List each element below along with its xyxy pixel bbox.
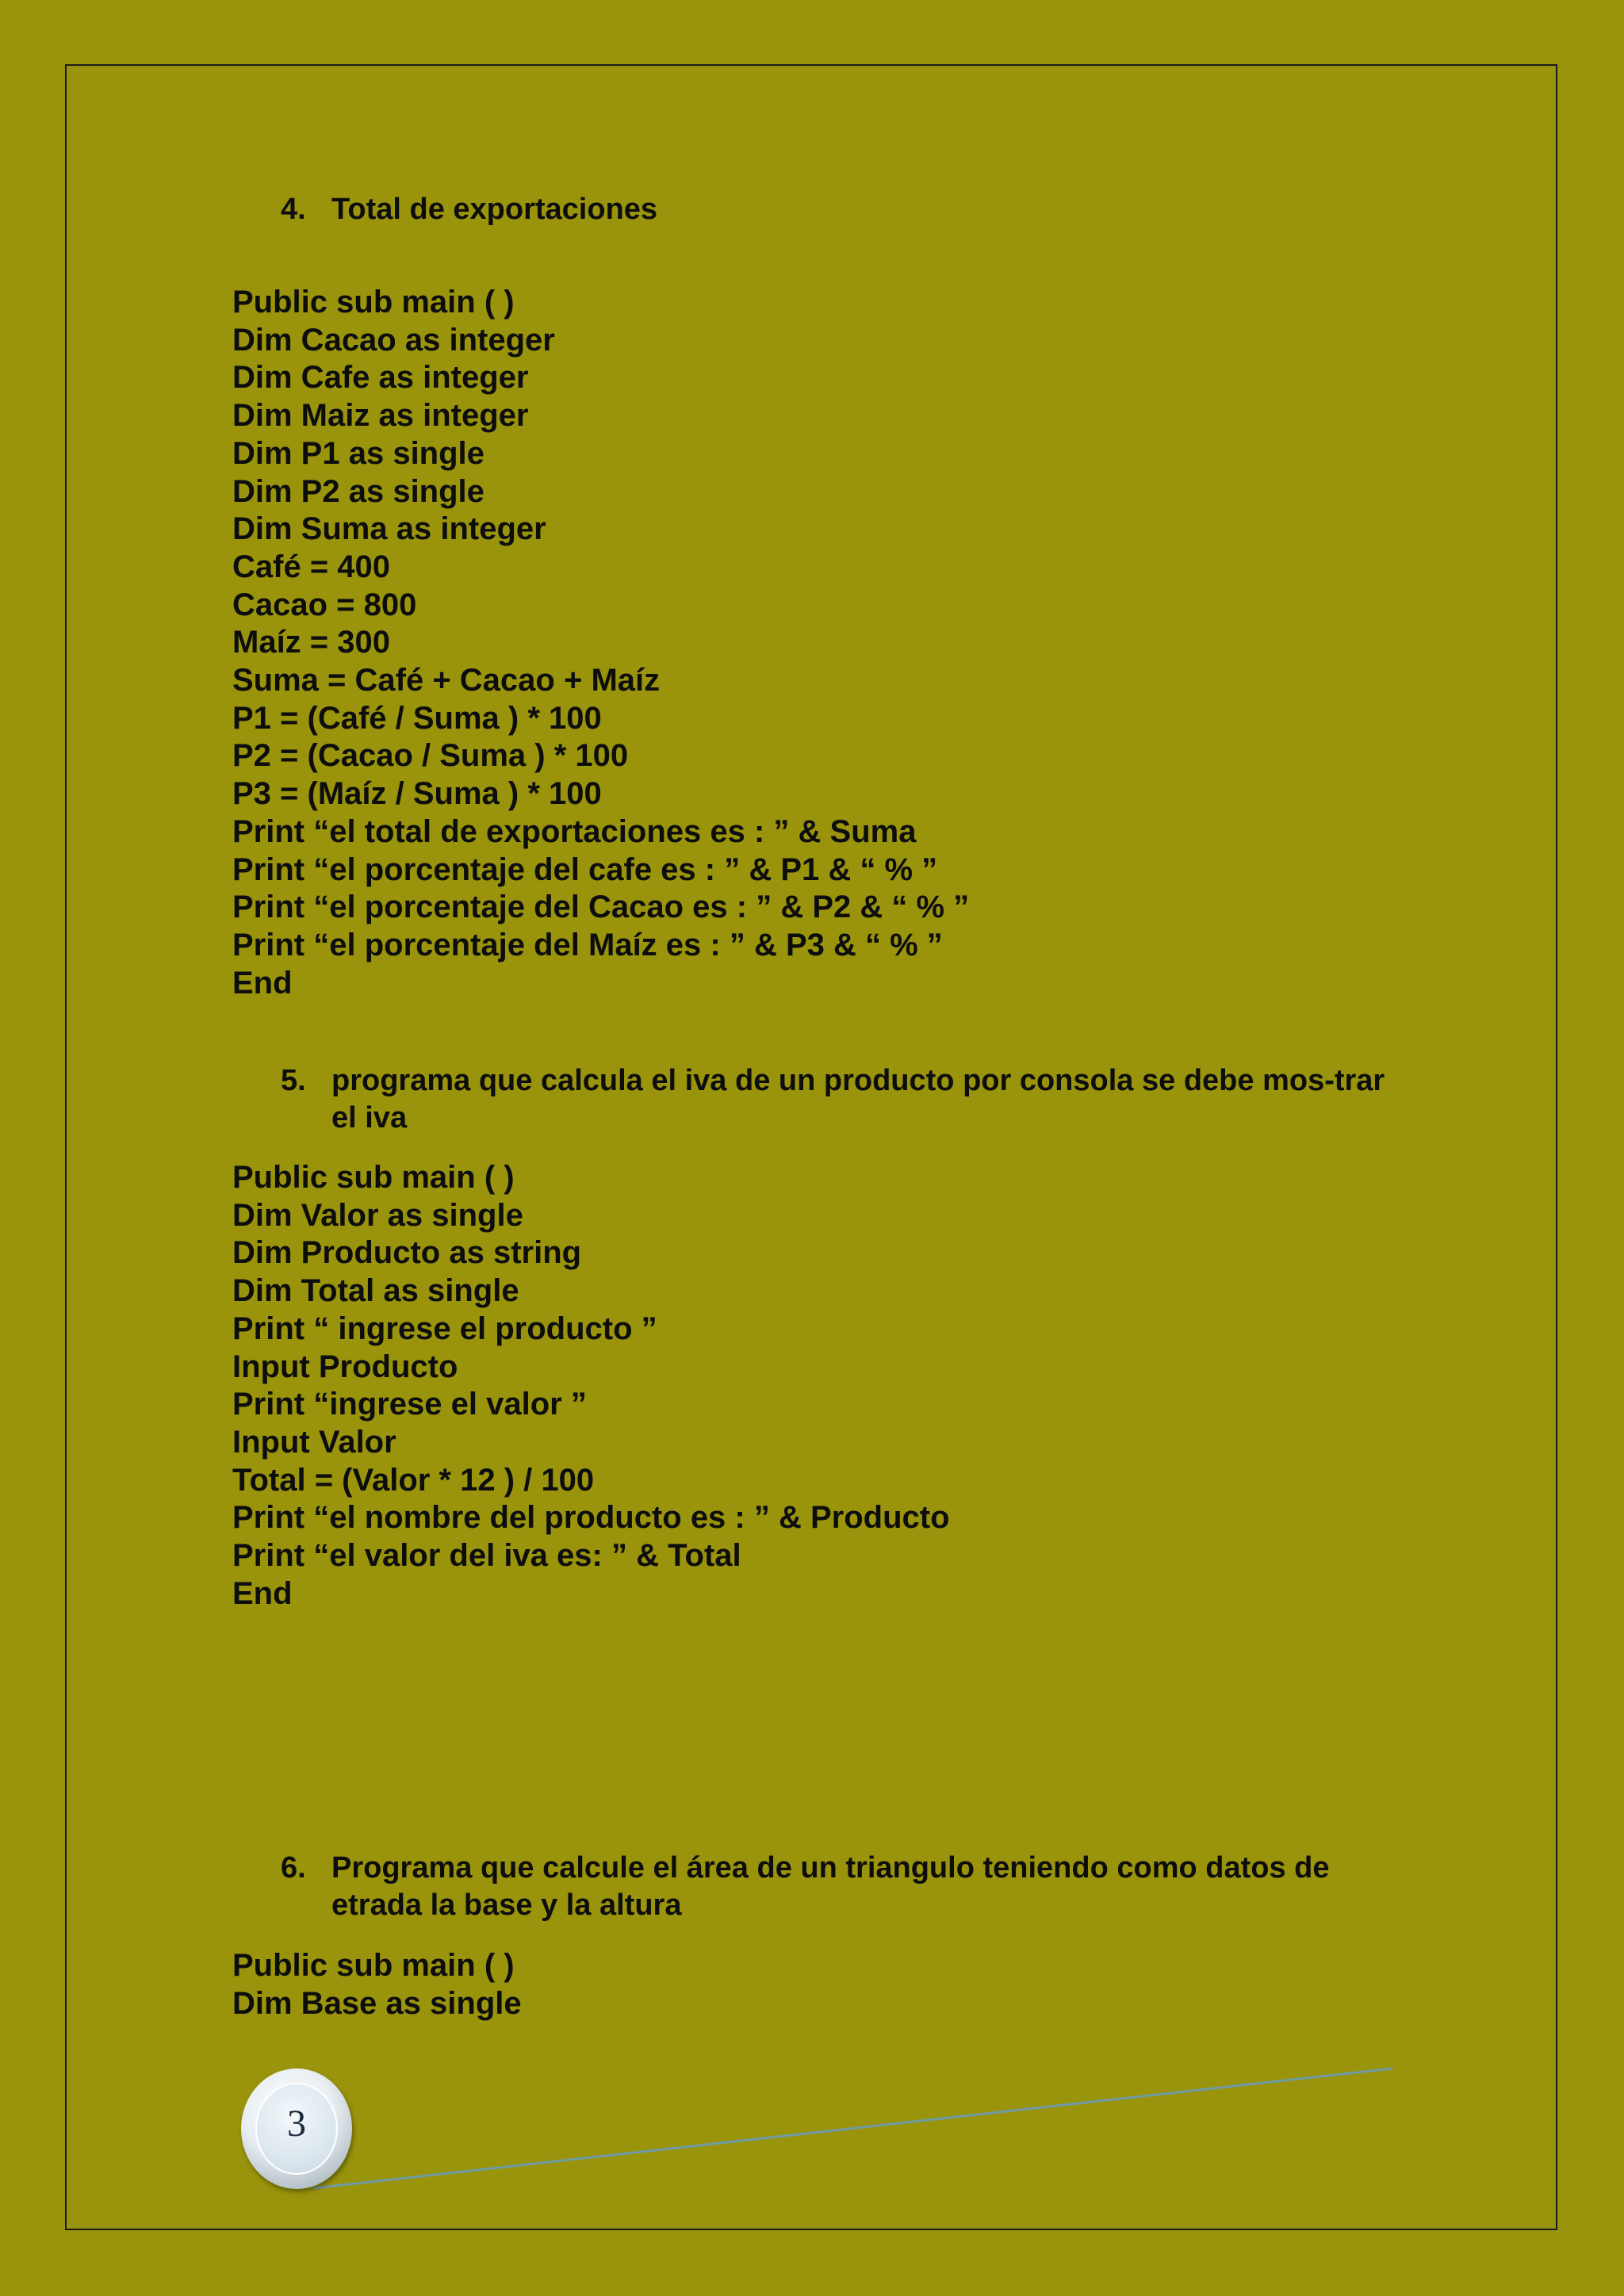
code-line: Print “ ingrese el producto ”: [232, 1311, 657, 1346]
code-line: Dim Cafe as integer: [232, 360, 529, 396]
code-line: Print “el valor del iva es: ” & Total: [232, 1538, 741, 1574]
code-line: P3 = (Maíz / Suma ) * 100: [232, 776, 602, 812]
code-line: Dim Total as single: [232, 1273, 519, 1309]
section-title: programa que calcula el iva de un producto por consola se debe mos-trar el iva: [331, 1064, 1385, 1135]
code-line: Print “el porcentaje del cafe es : ” & P1 & “ % ”: [232, 851, 938, 887]
code-line: Print “ingrese el valor ”: [232, 1387, 587, 1422]
code-line: Public sub main ( ): [232, 1948, 515, 1983]
code-line: Total = (Valor * 12 ) / 100: [232, 1462, 595, 1498]
code-block-4: [232, 284, 969, 1002]
code-line: Print “el total de exportaciones es : ” & Suma: [232, 813, 917, 849]
code-line: Dim Valor as single: [232, 1197, 523, 1233]
code-line: P1 = (Café / Suma ) * 100: [232, 700, 602, 736]
code-line: Input Valor: [232, 1424, 396, 1460]
code-line: Dim Maiz as integer: [232, 398, 529, 434]
code-line: Dim Base as single: [232, 1985, 522, 2021]
section-heading-5: [281, 1062, 1410, 1137]
code-line: P2 = (Cacao / Suma ) * 100: [232, 738, 629, 774]
code-line: End: [232, 1575, 293, 1611]
code-line: Dim P1 as single: [232, 435, 485, 471]
code-line: Dim P2 as single: [232, 473, 485, 509]
section-heading-6: [281, 1850, 1410, 1924]
section-number: 5.: [281, 1064, 306, 1097]
code-line: Suma = Café + Cacao + Maíz: [232, 663, 661, 698]
code-line: Cacao = 800: [232, 587, 417, 622]
section-title: Total de exportaciones: [331, 193, 658, 226]
code-line: Public sub main ( ): [232, 285, 515, 320]
code-line: Café = 400: [232, 549, 391, 584]
code-block-6: [232, 1947, 522, 2022]
page-number-badge-inner: [255, 2083, 338, 2175]
section-number: 4.: [281, 193, 306, 226]
section-title: Programa que calcule el área de un triangulo teniendo como datos de etrada la base y la altura: [331, 1851, 1330, 1922]
code-line: Print “el porcentaje del Cacao es : ” & P2 & “ % ”: [232, 890, 970, 925]
code-line: End: [232, 965, 293, 1001]
code-line: Print “el porcentaje del Maíz es : ” & P3 & “ % ”: [232, 927, 943, 962]
section-heading-4: [281, 191, 1410, 228]
code-line: Dim Producto as string: [232, 1235, 582, 1271]
page-number-badge: [241, 2068, 352, 2189]
code-block-5: [232, 1159, 950, 1613]
code-line: Maíz = 300: [232, 625, 391, 660]
code-line: Dim Cacao as integer: [232, 322, 555, 358]
code-line: Input Producto: [232, 1349, 458, 1384]
page-number: 3: [287, 2103, 306, 2145]
section-number: 6.: [281, 1851, 306, 1885]
code-line: Print “el nombre del producto es : ” & Producto: [232, 1500, 950, 1536]
code-line: Public sub main ( ): [232, 1160, 515, 1195]
code-line: Dim Suma as integer: [232, 511, 546, 547]
